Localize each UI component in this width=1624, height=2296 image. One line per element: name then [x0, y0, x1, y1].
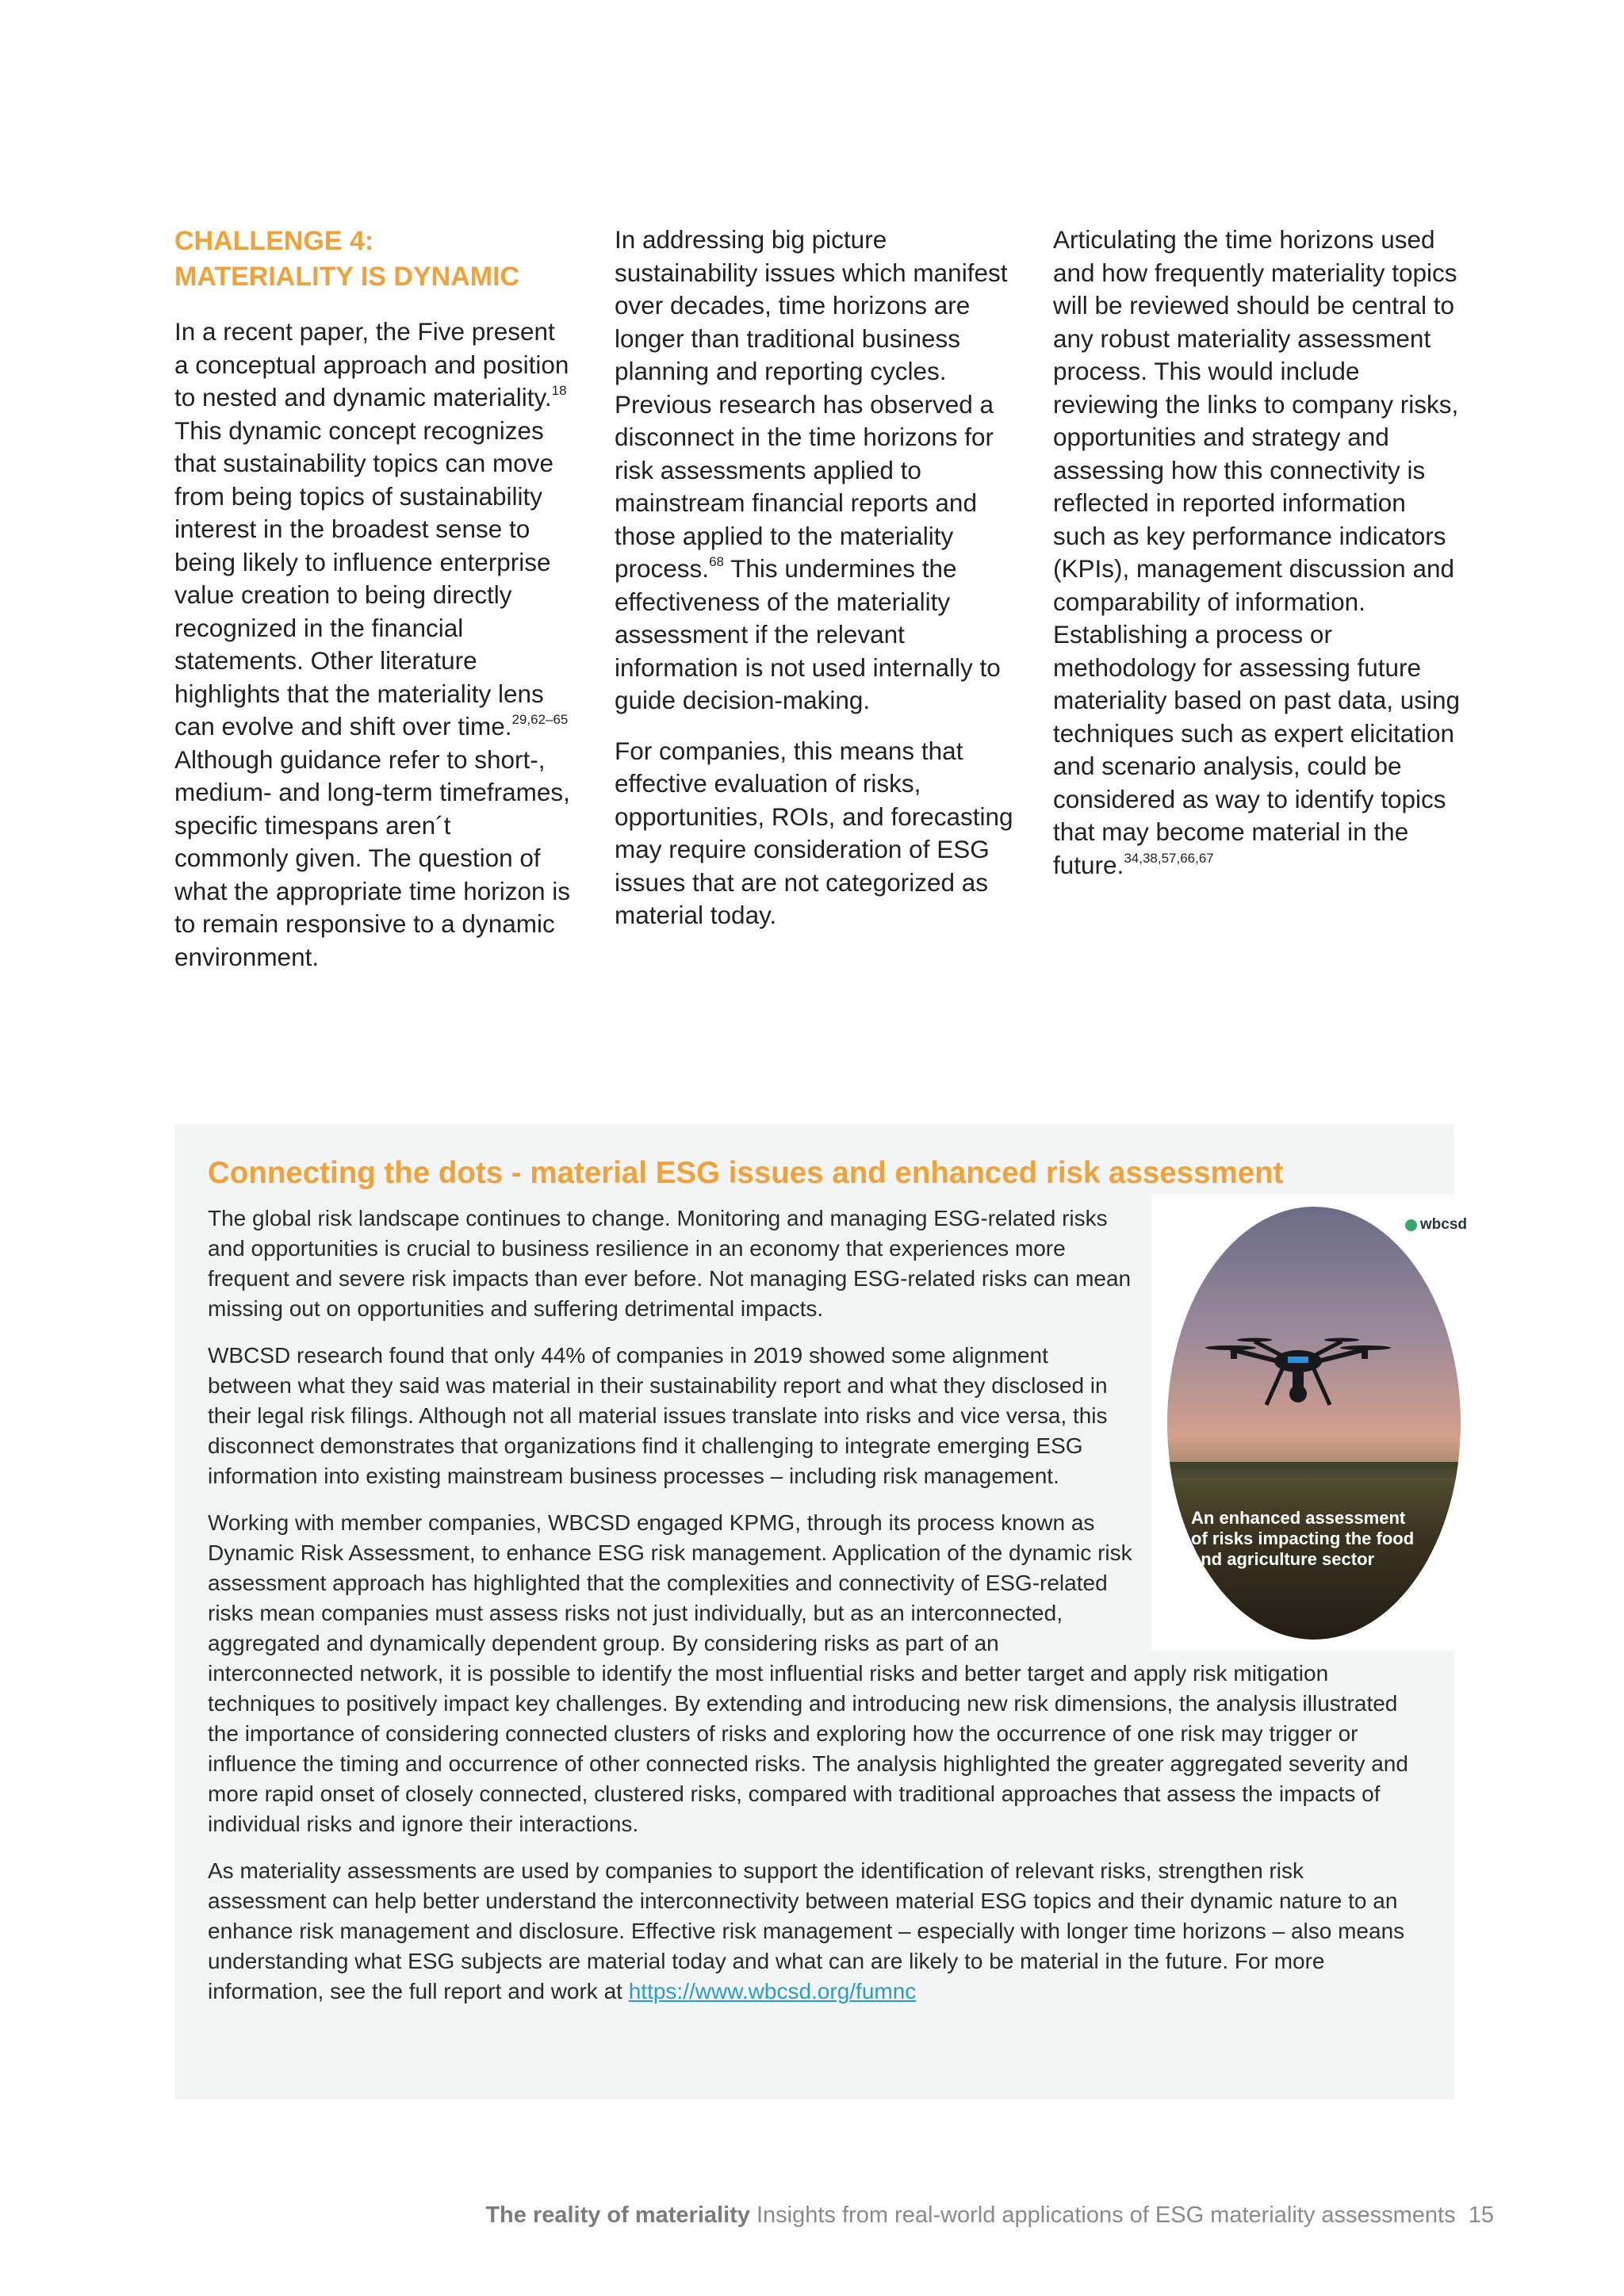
text: Articulating the time horizons used and how frequently materiality topics will be reviewed should be central to any robust materiality assessment process. This would include reviewing the links to company risks, opportunities and strategy and assessing how this connectivity is reflected in reported information such as key performance indicators (KPIs), management discussion and comparability of information. Establishing a process or methodology for assessing future materiality based on past data, using techniques such as expert elicitation and scenario analysis, could be considered as way to identify topics that may become material in the future.	[1053, 225, 1461, 879]
footer-title: The reality of materiality	[485, 2202, 750, 2228]
wbcsd-logo	[1405, 1210, 1467, 1240]
citation-sup: 68	[709, 554, 724, 569]
callout-paragraph: Working with member companies, WBCSD engaged KPMG, through its process known as Dynamic Risk Assessment, to enhance ESG risk management. Application of the dynamic risk assessment approach has highlighted that the complexities and connectivity of ESG-related risks mean companies must assess risks not just individually, but as an interconnected, aggregated and dynamically dependent group. By considering risks as part of an interconnected network, it is possible to identify the most influential risks and better target and apply risk mitigation techniques to positively impact key challenges. By extending and introducing new risk dimensions, the analysis illustrated the importance of considering connected clusters of risks and exploring how the occurrence of one risk may trigger or influence the timing and occurrence of other connected risks. The analysis highlighted the greater aggregated severity and more rapid onset of closely connected, clustered risks, compared with traditional approaches that assess the impacts of individual risks and ignore their interactions.	[208, 1510, 1408, 1836]
text: In addressing big picture sustainability issues which manifest over decades, time horizons are longer than traditional business planning and reporting cycles. Previous research has observed a disconnect in the time horizons for risk assessments applied to mainstream financial reports and those applied to the materiality process.	[615, 225, 1008, 583]
citation-sup: 34,38,57,66,67	[1124, 850, 1214, 866]
treeline	[1167, 1462, 1461, 1483]
column-2	[615, 224, 1019, 950]
cover-photo	[1167, 1207, 1461, 1640]
heading-line-1: CHALLENGE 4:	[174, 226, 374, 256]
column-3	[1053, 224, 1465, 899]
callout-paragraph: The global risk landscape continues to change. Monitoring and managing ESG-related risks and opportunities is crucial to business resilience in an economy that experiences more frequent and severe risk impacts than ever before. Not managing ESG-related risks can mean missing out on opportunities and suffering detrimental impacts.	[208, 1206, 1132, 1321]
drone-icon	[1199, 1326, 1397, 1437]
paragraph: For companies, this means that effective evaluation of risks, opportunities, ROIs, and forecasting may require consideration of ESG issues that are not categorized as material today.	[615, 736, 1013, 929]
paragraph	[174, 316, 571, 974]
paragraph	[1053, 224, 1465, 882]
heading-line-2: MATERIALITY IS DYNAMIC	[174, 262, 520, 292]
challenge-heading	[174, 224, 571, 295]
callout-paragraph	[208, 1856, 1421, 2007]
page-footer	[485, 2202, 1494, 2229]
citation-sup: 29,62–65	[511, 712, 569, 727]
text: This undermines the effectiveness of the materiality assessment if the relevant information is not used internally to guide decision-making.	[615, 554, 1001, 714]
paragraph	[615, 224, 1019, 718]
text: Although guidance refer to short-, medium- and long-term timeframes, specific timespans aren´t commonly given. The question of what the appropriate time horizon is to remain responsive to a dynamic environment.	[174, 744, 571, 971]
report-link[interactable]: https://www.wbcsd.org/fumnc	[628, 1979, 917, 2003]
callout-title: Connecting the dots - material ESG issues and enhanced risk assessment	[208, 1156, 1284, 1190]
callout-box	[174, 1124, 1467, 2099]
brand-name: wbcsd	[1419, 1216, 1467, 1233]
footer-subtitle: Insights from real-world applications of ESG materiality assessments	[749, 2202, 1456, 2228]
column-1	[174, 224, 571, 991]
brand-mark-icon	[1405, 1219, 1417, 1231]
text: In a recent paper, the Five present a conceptual approach and position to nested and dynamic materiality.	[174, 317, 569, 411]
text: This dynamic concept recognizes that sustainability topics can move from being topics of sustainability interest in the broadest sense to being likely to influence enterprise value creation to being directly recognized in the financial statements. Other literature highlights that the materiality lens can evolve and shift over time.	[174, 415, 553, 740]
page-number: 15	[1468, 2202, 1494, 2228]
citation-sup: 18	[551, 383, 567, 398]
text: As materiality assessments are used by companies to support the identification of relevant risks, strengthen risk assessment can help better understand the interconnectivity between material ESG topics and their dynamic nature to an enhance risk management and disclosure. Effective risk management – especially with longer time horizons – also means understanding what ESG subjects are material today and what can are likely to be material in the future. For more information, see the full report and work at	[208, 1858, 1405, 2003]
report-cover-image[interactable]	[1151, 1194, 1478, 1651]
callout-body	[208, 1203, 1467, 2023]
callout-paragraph: WBCSD research found that only 44% of companies in 2019 showed some alignment between what they said was material in their sustainability report and what they disclosed in their legal risk filings. Although not all material issues translate into risks and vice versa, this disconnect demonstrates that organizations find it challenging to integrate emerging ESG information into existing mainstream business processes – including risk management.	[208, 1343, 1108, 1488]
cover-caption: An enhanced assessment of risks impacting the food and agriculture sector	[1191, 1508, 1415, 1569]
